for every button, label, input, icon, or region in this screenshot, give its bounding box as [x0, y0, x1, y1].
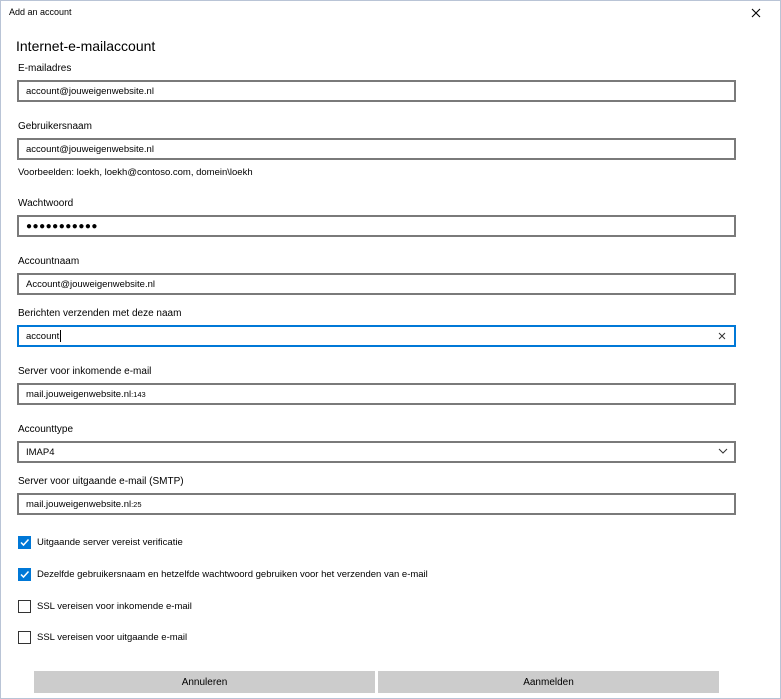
title-bar [1, 1, 780, 25]
send-name-label: Berichten verzenden met deze naam [18, 308, 182, 319]
text-caret [60, 330, 61, 342]
outgoing-server-port: :25 [131, 499, 142, 509]
username-field[interactable] [17, 138, 736, 160]
username-label: Gebruikersnaam [18, 121, 92, 132]
account-name-value: Account@jouweigenwebsite.nl [26, 278, 155, 290]
checkbox-outgoing-auth[interactable] [18, 536, 31, 549]
close-icon [751, 8, 761, 18]
page-title: Internet-e-mailaccount [16, 38, 156, 54]
checkbox-label: SSL vereisen voor uitgaande e-mail [37, 632, 188, 643]
account-type-select[interactable] [17, 441, 736, 463]
incoming-server-port: :143 [131, 389, 146, 399]
outgoing-server-value: mail.jouweigenwebsite.nl [26, 498, 132, 510]
checkbox-row-ssl-outgoing[interactable] [18, 631, 187, 644]
send-name-value: account [26, 330, 60, 342]
checkbox-ssl-outgoing[interactable] [18, 631, 31, 644]
checkbox-same-credentials[interactable] [18, 568, 31, 581]
account-type-label: Accounttype [18, 424, 74, 435]
checkmark-icon [19, 569, 30, 580]
send-name-field[interactable] [17, 325, 736, 347]
checkbox-row-ssl-incoming[interactable] [18, 600, 192, 613]
window-title: Add an account [9, 7, 72, 17]
account-name-label: Accountnaam [18, 256, 80, 267]
password-label: Wachtwoord [18, 198, 74, 209]
checkbox-ssl-incoming[interactable] [18, 600, 31, 613]
incoming-server-value: mail.jouweigenwebsite.nl [26, 388, 132, 400]
email-value: account@jouweigenwebsite.nl [26, 85, 154, 97]
checkbox-row-outgoing-auth[interactable] [18, 536, 183, 549]
incoming-server-label: Server voor inkomende e-mail [18, 366, 152, 377]
cancel-button[interactable]: Annuleren [34, 671, 375, 693]
close-button[interactable] [734, 1, 778, 25]
password-field[interactable] [17, 215, 736, 237]
clear-text-button[interactable] [716, 330, 728, 342]
email-field[interactable] [17, 80, 736, 102]
checkbox-label: Uitgaande server vereist verificatie [37, 537, 183, 548]
checkbox-row-same-credentials[interactable] [18, 568, 428, 581]
account-name-field[interactable] [17, 273, 736, 295]
email-label: E-mailadres [18, 63, 72, 74]
outgoing-server-field[interactable] [17, 493, 736, 515]
chevron-down-icon [718, 447, 728, 458]
username-hint: Voorbeelden: loekh, loekh@contoso.com, domein\loekh [18, 167, 253, 178]
checkbox-label: SSL vereisen voor inkomende e-mail [37, 601, 192, 612]
checkbox-label: Dezelfde gebruikersnaam en hetzelfde wachtwoord gebruiken voor het verzenden van e-mail [37, 569, 428, 580]
clear-icon [718, 332, 726, 340]
password-value: ●●●●●●●●●●● [26, 220, 98, 232]
outgoing-server-label: Server voor uitgaande e-mail (SMTP) [18, 476, 184, 487]
account-type-value: IMAP4 [26, 446, 55, 458]
checkmark-icon [19, 537, 30, 548]
incoming-server-field[interactable] [17, 383, 736, 405]
sign-in-button[interactable]: Aanmelden [378, 671, 719, 693]
username-value: account@jouweigenwebsite.nl [26, 143, 154, 155]
